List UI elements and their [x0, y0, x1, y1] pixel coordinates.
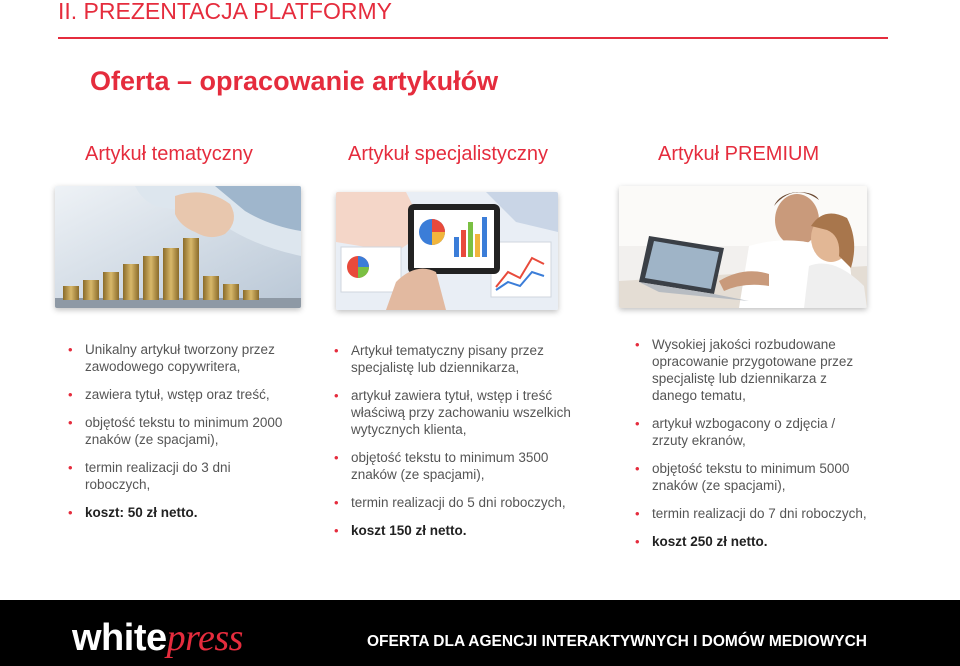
page-title: Oferta – opracowanie artykułów: [90, 66, 499, 96]
bullet-list-premium: [635, 336, 867, 561]
bullet-dot: •: [635, 461, 640, 476]
tablet-charts-photo: [336, 192, 558, 310]
column-title-premium: Artykuł PREMIUM: [658, 143, 820, 165]
couple-laptop-photo: [619, 186, 867, 308]
footer-tagline: OFERTA DLA AGENCJI INTERAKTYWNYCH I DOMÓW MEDIOWYCH: [367, 633, 867, 650]
bullet-dot: •: [334, 450, 339, 465]
price-item: • koszt 150 zł netto.: [334, 523, 467, 538]
list-item: • termin realizacji do 3 dni roboczych,: [68, 460, 231, 492]
bullet-dot: •: [68, 342, 73, 357]
bullet-dot: •: [635, 506, 640, 521]
list-item: • objętość tekstu to minimum 2000 znaków (ze spacjami),: [68, 415, 283, 447]
bullet-dot: •: [334, 343, 339, 358]
coins-stacks-photo: [55, 186, 301, 308]
price-item: • koszt 250 zł netto.: [635, 534, 768, 549]
list-item: • objętość tekstu to minimum 3500 znaków (ze spacjami),: [334, 450, 549, 482]
list-item: • artykuł zawiera tytuł, wstęp i treść właściwą przy zachowaniu wszelkich wytycznych klienta,: [334, 388, 571, 437]
column-title-specjalistyczny: Artykuł specjalistyczny: [348, 143, 549, 165]
bullet-dot: •: [635, 337, 640, 352]
list-item: • Wysokiej jakości rozbudowane opracowanie przygotowane przez specjalistę lub dziennikarza z danego tematu,: [635, 337, 854, 403]
bullet-dot: •: [68, 460, 73, 475]
bullet-list-tematyczny: [68, 341, 298, 532]
list-item: • termin realizacji do 5 dni roboczych,: [334, 495, 566, 510]
list-item: • artykuł wzbogacony o zdjęcia / zrzuty ekranów,: [635, 416, 836, 448]
logo-press-text: press: [166, 617, 243, 659]
list-item: • termin realizacji do 7 dni roboczych,: [635, 506, 867, 521]
bullet-dot: •: [68, 415, 73, 430]
list-item: • objętość tekstu to minimum 5000 znaków (ze spacjami),: [635, 461, 850, 493]
logo-white-text: white: [72, 617, 167, 659]
section-title: II. PREZENTACJA PLATFORMY: [58, 0, 392, 24]
bullet-dot: •: [635, 416, 640, 431]
bullet-dot: •: [334, 388, 339, 403]
list-item: • zawiera tytuł, wstęp oraz treść,: [68, 387, 270, 402]
list-item: • Unikalny artykuł tworzony przez zawodowego copywritera,: [68, 342, 275, 374]
whitepress-logo: [72, 618, 243, 658]
price-item: • koszt: 50 zł netto.: [68, 505, 198, 520]
bullet-dot: •: [68, 505, 73, 520]
bullet-list-specjalistyczny: [334, 342, 578, 550]
bullet-dot: •: [635, 534, 640, 549]
bullet-dot: •: [334, 495, 339, 510]
list-item: • Artykuł tematyczny pisany przez specjalistę lub dziennikarza,: [334, 343, 544, 375]
bullet-dot: •: [334, 523, 339, 538]
bullet-dot: •: [68, 387, 73, 402]
footer-bar: [0, 600, 960, 666]
header-divider: [58, 37, 888, 39]
column-title-tematyczny: Artykuł tematyczny: [85, 143, 253, 165]
